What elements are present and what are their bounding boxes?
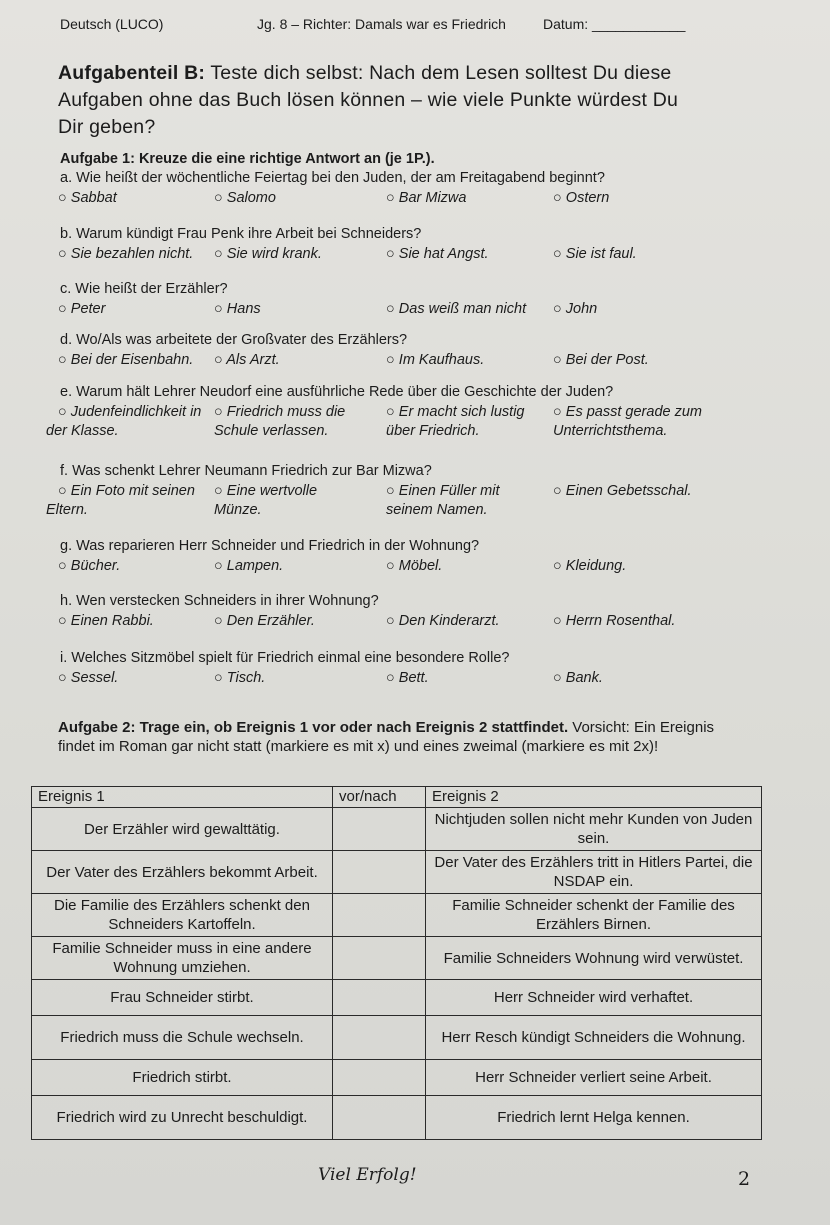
question-text: i. Welches Sitzmöbel spielt für Friedrich einmal eine besondere Rolle? bbox=[60, 650, 510, 666]
before-after-cell[interactable] bbox=[333, 851, 426, 894]
class-info: Jg. 8 – Richter: Damals war es Friedrich bbox=[257, 16, 506, 32]
title-bold: Aufgabenteil B: bbox=[58, 62, 206, 84]
question-text: h. Wen verstecken Schneiders in ihrer Wohnung? bbox=[60, 593, 379, 609]
events-table-body bbox=[32, 808, 762, 1140]
answer-option[interactable]: ○ Sabbat bbox=[58, 190, 117, 206]
answer-option[interactable]: ○ Einen Füller mit bbox=[386, 483, 500, 499]
event2-cell: Herr Schneider wird verhaftet. bbox=[426, 980, 762, 1016]
answer-option[interactable]: ○ Friedrich muss die bbox=[214, 404, 346, 420]
answer-option[interactable]: ○ Im Kaufhaus. bbox=[386, 352, 485, 368]
subject-label: Deutsch (LUCO) bbox=[60, 16, 164, 32]
answer-option[interactable]: ○ Ostern bbox=[553, 190, 610, 206]
before-after-cell[interactable] bbox=[333, 1016, 426, 1060]
question-text: c. Wie heißt der Erzähler? bbox=[60, 281, 228, 297]
answer-option[interactable]: ○ John bbox=[553, 301, 598, 317]
answer-option[interactable]: ○ Bett. bbox=[386, 670, 429, 686]
answer-option[interactable]: ○ Sie wird krank. bbox=[214, 246, 322, 262]
table-row bbox=[32, 808, 762, 851]
col-header-event1: Ereignis 1 bbox=[32, 787, 333, 808]
answer-option[interactable]: ○ Tisch. bbox=[214, 670, 266, 686]
answer-option-continued: Unterrichtsthema. bbox=[553, 423, 668, 439]
page-title-line1 bbox=[58, 60, 671, 87]
answer-option[interactable]: ○ Sessel. bbox=[58, 670, 119, 686]
answer-option[interactable]: ○ Das weiß man nicht bbox=[386, 301, 527, 317]
answer-option[interactable]: ○ Peter bbox=[58, 301, 106, 317]
before-after-cell[interactable] bbox=[333, 937, 426, 980]
answer-option[interactable]: ○ Sie bezahlen nicht. bbox=[58, 246, 194, 262]
answer-option[interactable]: ○ Er macht sich lustig bbox=[386, 404, 525, 420]
task1-heading: Aufgabe 1: Kreuze die eine richtige Antwort an (je 1P.). bbox=[60, 151, 435, 167]
event2-cell: Herr Resch kündigt Schneiders die Wohnung. bbox=[426, 1016, 762, 1060]
answer-option-continued: Eltern. bbox=[46, 502, 88, 518]
table-row bbox=[32, 1096, 762, 1140]
before-after-cell[interactable] bbox=[333, 808, 426, 851]
answer-option[interactable]: ○ Hans bbox=[214, 301, 261, 317]
answer-option[interactable]: ○ Bar Mizwa bbox=[386, 190, 467, 206]
question-text: d. Wo/Als was arbeitete der Großvater des Erzählers? bbox=[60, 332, 408, 348]
page-title-line2: Aufgaben ohne das Buch lösen können – wie viele Punkte würdest Du bbox=[58, 89, 679, 111]
table-row bbox=[32, 937, 762, 980]
answer-option[interactable]: ○ Einen Gebetsschal. bbox=[553, 483, 692, 499]
answer-option[interactable]: ○ Lampen. bbox=[214, 558, 284, 574]
answer-option[interactable]: ○ Bücher. bbox=[58, 558, 121, 574]
answer-option-continued: Schule verlassen. bbox=[214, 423, 329, 439]
table-row bbox=[32, 980, 762, 1016]
event2-cell: Nichtjuden sollen nicht mehr Kunden von Juden sein. bbox=[426, 808, 762, 851]
answer-option[interactable]: ○ Sie hat Angst. bbox=[386, 246, 489, 262]
event1-cell: Friedrich stirbt. bbox=[32, 1060, 333, 1096]
question-text: e. Warum hält Lehrer Neudorf eine ausführliche Rede über die Geschichte der Juden? bbox=[60, 384, 614, 400]
answer-option[interactable]: ○ Einen Rabbi. bbox=[58, 613, 154, 629]
answer-option[interactable]: ○ Herrn Rosenthal. bbox=[553, 613, 676, 629]
answer-option[interactable]: ○ Ein Foto mit seinen bbox=[58, 483, 195, 499]
closing-text: Viel Erfolg! bbox=[318, 1165, 417, 1185]
answer-option[interactable]: ○ Judenfeindlichkeit in bbox=[58, 404, 202, 420]
event2-cell: Familie Schneider schenkt der Familie des Erzählers Birnen. bbox=[426, 894, 762, 937]
answer-option-continued: über Friedrich. bbox=[386, 423, 480, 439]
question-text: b. Warum kündigt Frau Penk ihre Arbeit bei Schneiders? bbox=[60, 226, 422, 242]
answer-option[interactable]: ○ Bei der Post. bbox=[553, 352, 649, 368]
question-text: g. Was reparieren Herr Schneider und Friedrich in der Wohnung? bbox=[60, 538, 480, 554]
question-text: f. Was schenkt Lehrer Neumann Friedrich zur Bar Mizwa? bbox=[60, 463, 432, 479]
page-number: 2 bbox=[738, 1168, 751, 1190]
answer-option-continued: seinem Namen. bbox=[386, 502, 488, 518]
table-row bbox=[32, 851, 762, 894]
table-row bbox=[32, 1060, 762, 1096]
answer-option[interactable]: ○ Salomo bbox=[214, 190, 276, 206]
table-row bbox=[32, 1016, 762, 1060]
event1-cell: Friedrich muss die Schule wechseln. bbox=[32, 1016, 333, 1060]
answer-option[interactable]: ○ Den Erzähler. bbox=[214, 613, 315, 629]
date-field: Datum: ____________ bbox=[543, 16, 686, 32]
col-header-event2: Ereignis 2 bbox=[426, 787, 762, 808]
event1-cell: Familie Schneider muss in eine andere Wohnung umziehen. bbox=[32, 937, 333, 980]
task2-heading-rest: Vorsicht: Ein Ereignis findet im Roman gar nicht statt (markiere es mit x) und eines zweimal (markiere es mit 2x)! bbox=[58, 719, 715, 755]
answer-option[interactable]: ○ Bank. bbox=[553, 670, 603, 686]
answer-option[interactable]: ○ Es passt gerade zum bbox=[553, 404, 702, 420]
table-header-row bbox=[32, 787, 762, 808]
event2-cell: Der Vater des Erzählers tritt in Hitlers Partei, die NSDAP ein. bbox=[426, 851, 762, 894]
col-header-before-after: vor/nach bbox=[333, 787, 426, 808]
answer-option[interactable]: ○ Möbel. bbox=[386, 558, 443, 574]
before-after-cell[interactable] bbox=[333, 1060, 426, 1096]
event1-cell: Frau Schneider stirbt. bbox=[32, 980, 333, 1016]
answer-option[interactable]: ○ Den Kinderarzt. bbox=[386, 613, 500, 629]
event2-cell: Friedrich lernt Helga kennen. bbox=[426, 1096, 762, 1140]
event1-cell: Friedrich wird zu Unrecht beschuldigt. bbox=[32, 1096, 333, 1140]
page-title-line3: Dir geben? bbox=[58, 116, 156, 138]
event2-cell: Familie Schneiders Wohnung wird verwüstet. bbox=[426, 937, 762, 980]
answer-option[interactable]: ○ Bei der Eisenbahn. bbox=[58, 352, 194, 368]
event2-cell: Herr Schneider verliert seine Arbeit. bbox=[426, 1060, 762, 1096]
event1-cell: Die Familie des Erzählers schenkt den Schneiders Kartoffeln. bbox=[32, 894, 333, 937]
answer-option[interactable]: ○ Als Arzt. bbox=[214, 352, 280, 368]
answer-option[interactable]: ○ Kleidung. bbox=[553, 558, 627, 574]
events-table bbox=[31, 786, 762, 1140]
task2-heading-bold: Aufgabe 2: Trage ein, ob Ereignis 1 vor oder nach Ereignis 2 stattfindet. bbox=[58, 719, 569, 736]
answer-option-continued: Münze. bbox=[214, 502, 262, 518]
task2-heading bbox=[58, 718, 748, 756]
answer-option[interactable]: ○ Eine wertvolle bbox=[214, 483, 318, 499]
before-after-cell[interactable] bbox=[333, 1096, 426, 1140]
before-after-cell[interactable] bbox=[333, 980, 426, 1016]
before-after-cell[interactable] bbox=[333, 894, 426, 937]
table-row bbox=[32, 894, 762, 937]
answer-option-continued: der Klasse. bbox=[46, 423, 119, 439]
event1-cell: Der Vater des Erzählers bekommt Arbeit. bbox=[32, 851, 333, 894]
title-rest: Teste dich selbst: Nach dem Lesen solltest Du diese bbox=[205, 62, 672, 84]
event1-cell: Der Erzähler wird gewalttätig. bbox=[32, 808, 333, 851]
answer-option[interactable]: ○ Sie ist faul. bbox=[553, 246, 637, 262]
question-text: a. Wie heißt der wöchentliche Feiertag bei den Juden, der am Freitagabend beginnt? bbox=[60, 170, 605, 186]
